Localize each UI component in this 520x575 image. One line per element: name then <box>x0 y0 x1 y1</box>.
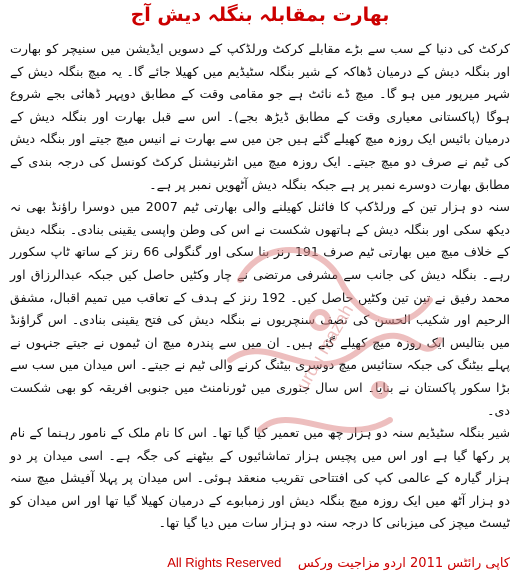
footer <box>167 555 510 571</box>
article-body <box>10 38 510 535</box>
watermark-text: urdu mazah <box>292 300 358 394</box>
article-title: بھارت بمقابلہ بنگلہ دیش آج <box>130 4 390 26</box>
paragraph-1: کرکٹ کی دنیا کے سب سے بڑے مقابلے کرکٹ ورلڈکپ کے دسویں ایڈیشن میں سنیچر کو بھارت اور بنگلہ دیش کے درمیان ڈھاکہ کے شیر بنگلہ سٹیڈیم میں کھیلا جائے گا۔ یہ میچ بنگلہ دیش کے شہر میرپور میں ہو گا۔ میچ ڈے نائٹ ہے جو مقامی وقت کے مطابق دوپہر ڈھائی بجے شروع ہوگا (پاکستانی معیاری وقت کے مطابق ڈیڑھ بجے)۔ اس سے قبل بھارت اور بنگلہ دیش کے درمیان بائیس ایک روزہ میچ کھیلے گئے ہیں جن میں سے بھارت نے انیس میچ جیتے اور بنگلہ دیش کی ٹیم نے صرف دو میچ جیتے۔ ایک روزہ میچ میں انٹرنیشنل کرکٹ کونسل کی درجہ بندی کے مطابق بھارت دوسرے نمبر پر ہے جبکہ بنگلہ دیش آٹھویں نمبر پر ہے۔ <box>10 41 510 192</box>
footer-copyright: کاپی رائٹس 2011 اردو مزاجیت ورکس <box>297 556 510 571</box>
footer-rights: All Rights Reserved <box>167 555 282 570</box>
paragraph-3: شیر بنگلہ سٹیڈیم سنہ دو ہزار چھ میں تعمیر کیا گیا تھا۔ اس کا نام ملک کے نامور رہنما کے نام پر رکھا گیا ہے اور اس میں پچیس ہزار تماشائیوں کے بیٹھنے کی جگہ ہے۔ اسی میدان پر دو ہزار گیارہ کے عالمی کپ کی افتتاحی تقریب منعقد ہوئی۔ اس میدان پر پہلا آفیشل میچ سنہ دو ہزار آٹھ میں ایک روزہ میچ بنگلہ دیش اور زمبابوے کے درمیان کھیلا گیا تھا اور اس میدان کو ٹیسٹ میچز کی میزبانی کا درجہ سنہ دو ہزار سات میں دیا گیا تھا۔ <box>10 425 510 531</box>
paragraph-2: سنہ دو ہزار تین کے ورلڈکپ کا فائنل کھیلنے والی بھارتی ٹیم 2007 میں دوسرا راؤنڈ بھی نہ دیکھ سکی اور بنگلہ دیش کے ہاتھوں شکست نے اس کی وطن واپسی یقینی بنادی۔ بنگلہ دیش کے خلاف میچ میں بھارتی ٹیم صرف 191 رنز بنا سکی اور گنگولی 66 رنز کے ساتھ ٹاپ سکورر رہے۔ بنگلہ دیش کی جانب سے مشرفی مرتضی نے چار وکٹیں حاصل کیں جبکہ عبدالرزاق اور محمد رفیق نے تین تین وکٹیں حاصل کیں۔ 192 رنز کے ہدف کے تعاقب میں تمیم اقبال، مشفق الرحیم اور شکیب الحسن کی نصف سنچریوں نے بنگلہ دیش کی فتح یقینی بنادی۔ اس گراؤنڈ میں بتالیس ایک روزہ میچ کھیلے گئے ہیں۔ ان میں سے پندرہ میچ ان ٹیموں نے جیتے جنہوں نے پہلے بیٹنگ کی جبکہ ستائیس میچ دوسری بیٹنگ کرنے والی ٹیم نے جیتے۔ اس میدان میں سب سے بڑا سکور پاکستان نے بنایا۔ اس سال جنوری میں ٹورنامنٹ میں جنوبی افریقہ کو بھی شکست دی۔ <box>10 199 510 418</box>
